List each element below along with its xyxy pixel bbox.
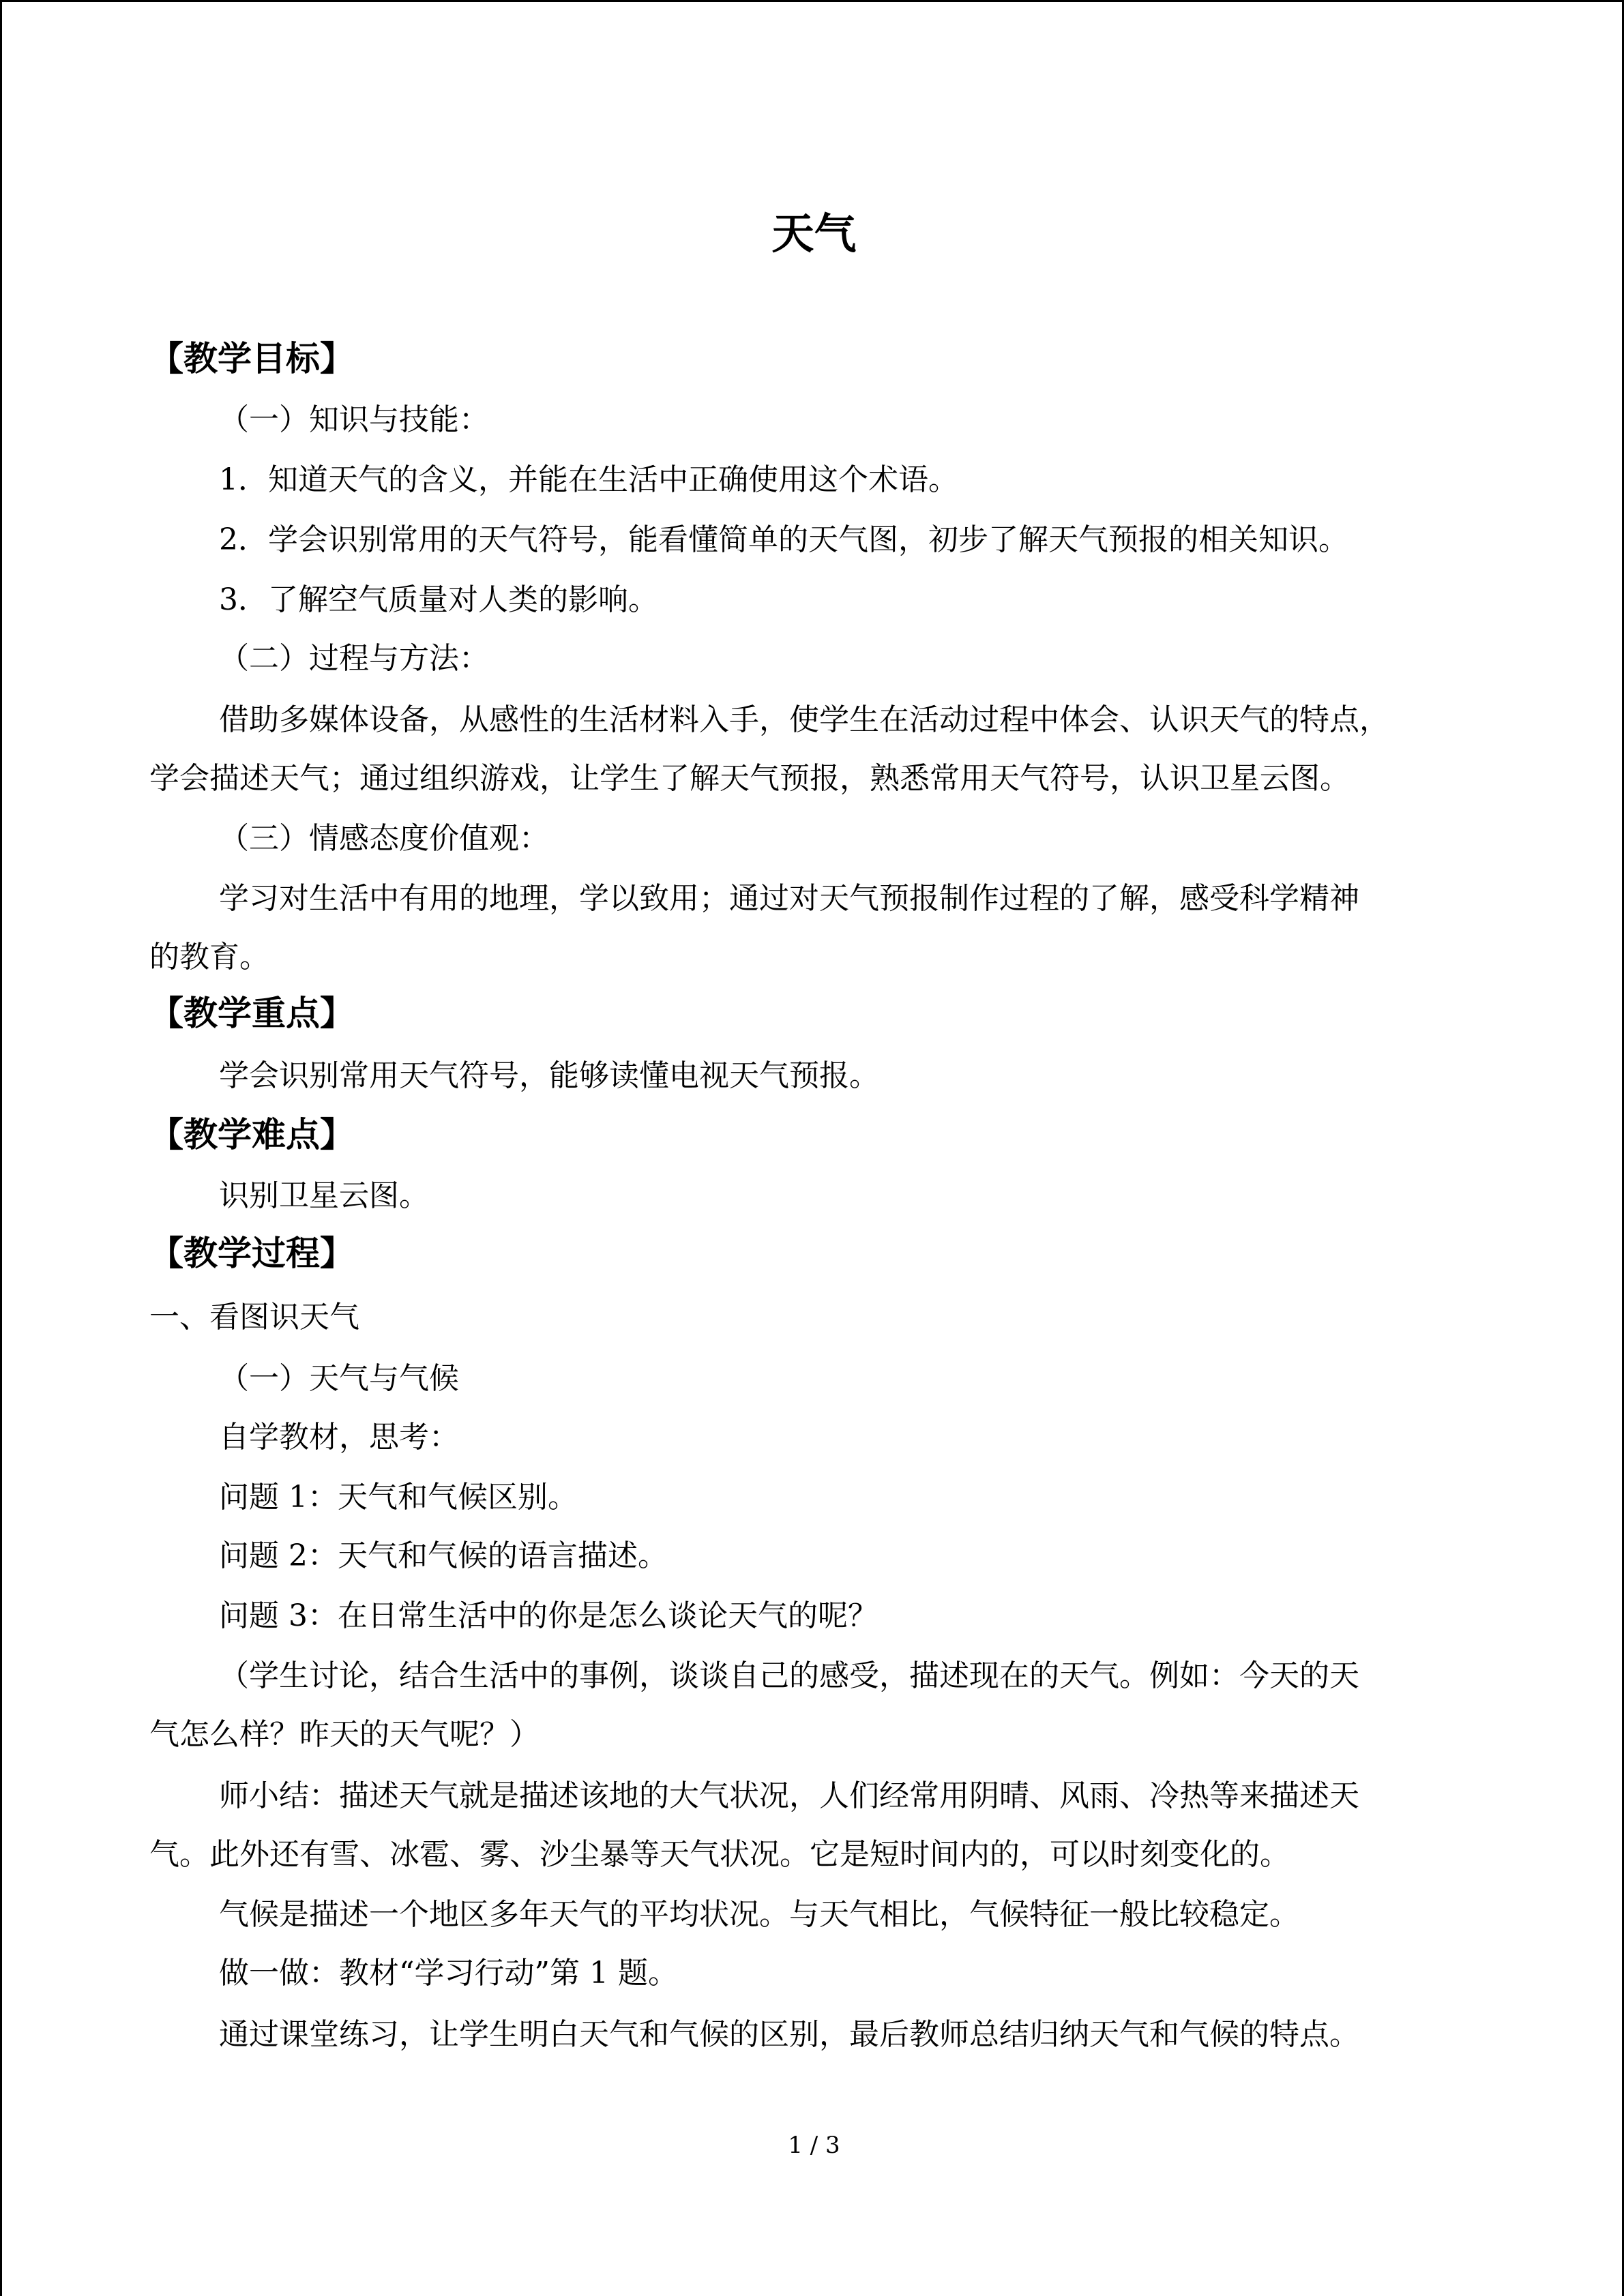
paragraph-line: 的教育。	[149, 940, 269, 974]
paragraph-line: 学会识别常用天气符号，能够读懂电视天气预报。	[219, 1058, 879, 1093]
section-heading: 【教学过程】	[149, 1234, 354, 1273]
section-heading: 【教学目标】	[149, 339, 354, 378]
paragraph-line: 气怎么样？昨天的天气呢？）	[149, 1717, 540, 1752]
paragraph-line: 师小结：描述天气就是描述该地的大气状况，人们经常用阴晴、风雨、冷热等来描述天	[219, 1778, 1359, 1813]
paragraph-line: 一、看图识天气	[149, 1300, 359, 1335]
paragraph-line: （三）情感态度价值观：	[219, 821, 549, 856]
paragraph-line: 学会描述天气；通过组织游戏，让学生了解天气预报，熟悉常用天气符号，认识卫星云图。	[149, 761, 1350, 796]
paragraph-line: 自学教材，思考：	[219, 1420, 459, 1455]
paragraph-line: 问题 1：天气和气候区别。	[219, 1480, 578, 1515]
paragraph-line: 问题 2：天气和气候的语言描述。	[219, 1538, 668, 1573]
section-heading: 【教学难点】	[149, 1115, 354, 1154]
paragraph-line: 问题 3：在日常生活中的你是怎么谈论天气的呢？	[219, 1598, 878, 1633]
section-heading: 【教学重点】	[149, 994, 354, 1033]
paragraph-line: 气。此外还有雪、冰雹、雾、沙尘暴等天气状况。它是短时间内的，可以时刻变化的。	[149, 1837, 1290, 1872]
paragraph-line: 2．学会识别常用的天气符号，能看懂简单的天气图，初步了解天气预报的相关知识。	[219, 522, 1348, 557]
paragraph-line: 识别卫星云图。	[219, 1178, 429, 1213]
paragraph-line: 学习对生活中有用的地理，学以致用；通过对天气预报制作过程的了解，感受科学精神	[219, 881, 1359, 916]
page-number: 1 / 3	[788, 2132, 840, 2159]
paragraph-line: 气候是描述一个地区多年天气的平均状况。与天气相比，气候特征一般比较稳定。	[219, 1897, 1299, 1932]
paragraph-line: 做一做：教材“学习行动”第 1 题。	[219, 1956, 678, 1991]
paragraph-line: 1．知道天气的含义，并能在生活中正确使用这个术语。	[219, 462, 958, 497]
paragraph-line: 通过课堂练习，让学生明白天气和气候的区别，最后教师总结归纳天气和气候的特点。	[219, 2017, 1359, 2052]
paragraph-line: 3．了解空气质量对人类的影响。	[219, 582, 658, 617]
paragraph-line: （学生讨论，结合生活中的事例，谈谈自己的感受，描述现在的天气。例如：今天的天	[219, 1658, 1359, 1693]
page-title: 天气	[771, 209, 857, 258]
paragraph-line: （一）天气与气候	[219, 1361, 459, 1396]
paragraph-line: （二）过程与方法：	[219, 641, 489, 676]
paragraph-line: 借助多媒体设备，从感性的生活材料入手，使学生在活动过程中体会、认识天气的特点，	[219, 702, 1389, 737]
paragraph-line: （一）知识与技能：	[219, 402, 489, 437]
